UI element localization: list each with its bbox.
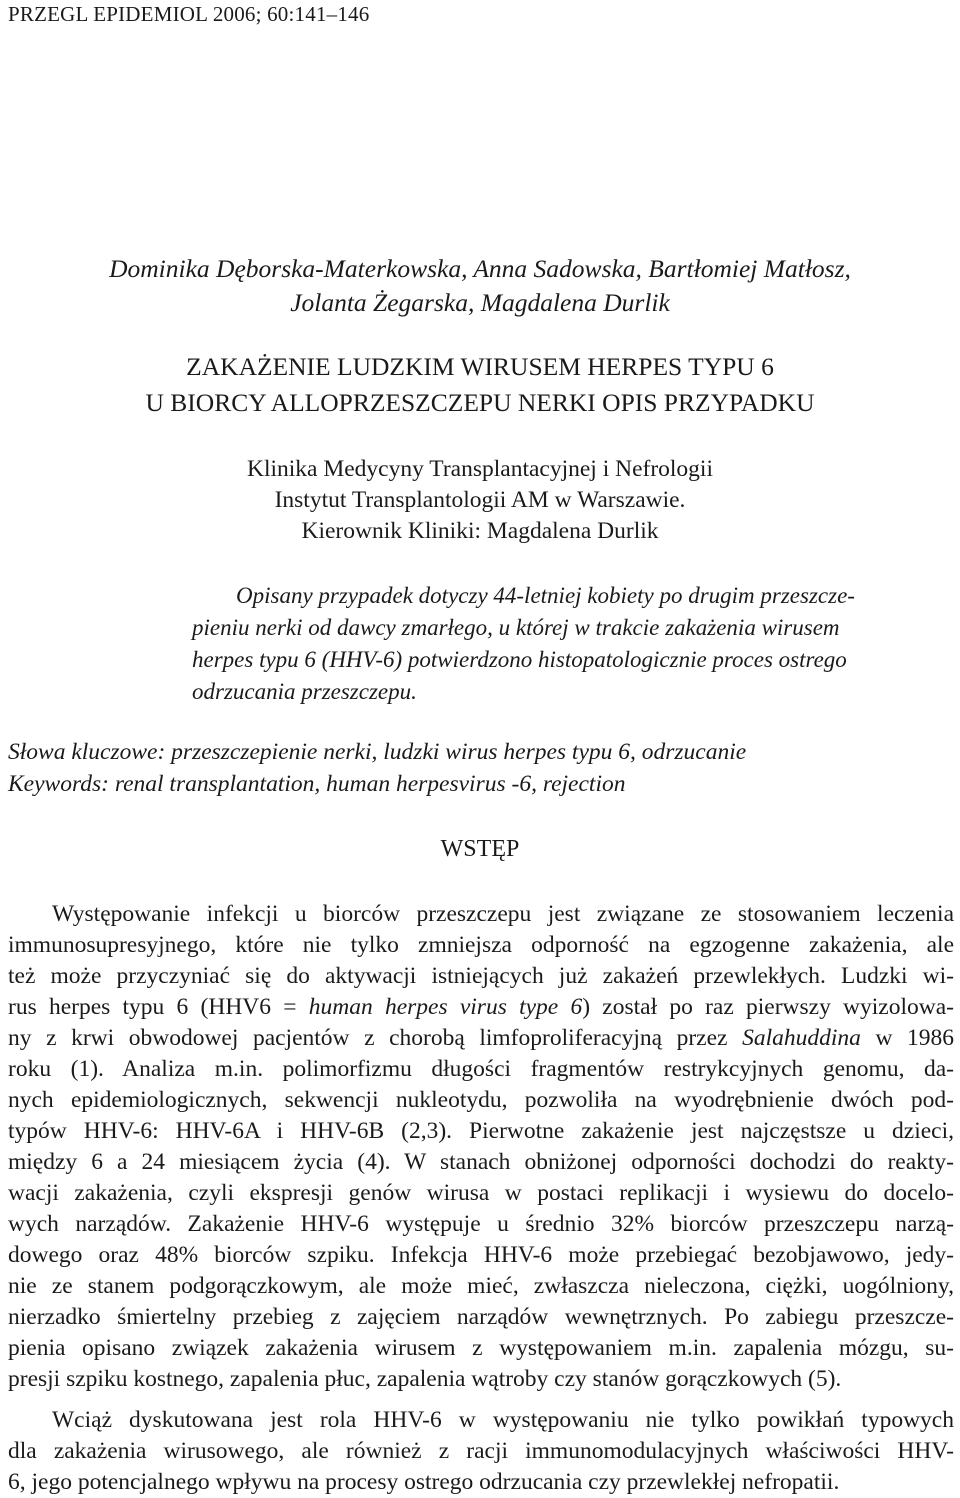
article-title-line-1: ZAKAŻENIE LUDZKIM WIRUSEM HERPES TYPU 6 — [186, 352, 774, 381]
abstract-line: odrzucania przeszczepu. — [192, 679, 417, 704]
abstract-line: pieniu nerki od dawcy zmarłego, u której w trakcie zakażenia wirusem — [192, 615, 840, 640]
body-italic-term: human herpes virus type 6 — [308, 994, 583, 1020]
body-text: w 1986 — [860, 1025, 954, 1051]
body-line: roku (1). Analiza m.in. polimorfizmu długości fragmentów restrykcyjnych genomu, da- — [8, 1056, 954, 1082]
body-italic-name: Salahuddina — [742, 1025, 861, 1051]
affiliation-clinic: Klinika Medycyny Transplantacyjnej i Nefrologii — [246, 456, 713, 482]
body-line: wacji zakażenia, czyli ekspresji genów wirusa w postaci replikacji i wysiewu do docelo- — [8, 1180, 954, 1206]
authors-line-1: Dominika Dęborska-Materkowska, Anna Sadowska, Bartłomiej Matłosz, — [109, 254, 851, 283]
body-line: pienia opisano związek zakażenia wirusem z występowaniem m.in. zapalenia mózgu, su- — [8, 1335, 954, 1361]
affiliation-head: Kierownik Kliniki: Magdalena Durlik — [301, 518, 659, 544]
body-text: ny z krwi obwodowej pacjentów z chorobą limfoproliferacyjną przez — [8, 1025, 743, 1051]
body-text: ) został po raz pierwszy wyizolowa- — [582, 994, 954, 1020]
abstract-line: Opisany przypadek dotyczy 44-letniej kobiety po drugim przeszcze- — [236, 583, 855, 608]
keywords-english: Keywords: renal transplantation, human herpesvirus -6, rejection — [8, 771, 626, 797]
body-line: Występowanie infekcji u biorców przeszczepu jest związane ze stosowaniem leczenia — [52, 901, 954, 927]
body-line: Wciąż dyskutowana jest rola HHV-6 w występowaniu nie tylko powikłań typowych — [52, 1407, 954, 1433]
body-line: immunosupresyjnego, które nie tylko zmniejsza odporność na egzogenne zakażenia, ale — [8, 932, 954, 958]
keywords-polish: Słowa kluczowe: przeszczepienie nerki, ludzki wirus herpes typu 6, odrzucanie — [8, 739, 747, 765]
body-line: 6, jego potencjalnego wpływu na procesy ostrego odrzucania czy przewlekłej nefropatii. — [8, 1469, 840, 1495]
body-line: dowego oraz 48% biorców szpiku. Infekcja HHV-6 może przebiegać bezobjawowo, jedy- — [8, 1242, 954, 1268]
abstract-line: herpes typu 6 (HHV-6) potwierdzono histopatologicznie proces ostrego — [192, 647, 847, 672]
body-text: rus herpes typu 6 (HHV6 = — [8, 994, 309, 1020]
body-line — [8, 1025, 954, 1052]
body-line: dla zakażenia wirusowego, ale również z racji immunomodulacyjnych właściwości HHV- — [8, 1438, 954, 1464]
affiliation-institute: Instytut Transplantologii AM w Warszawie. — [274, 487, 686, 513]
body-line — [8, 994, 954, 1021]
body-line: presji szpiku kostnego, zapalenia płuc, zapalenia wątroby czy stanów gorączkowych (5). — [8, 1366, 842, 1392]
body-line: między 6 a 24 miesiącem życia (4). W stanach obniżonej odporności dochodzi do reakty- — [8, 1149, 954, 1175]
authors-line-2: Jolanta Żegarska, Magdalena Durlik — [290, 288, 670, 317]
body-line: nie ze stanem podgorączkowym, ale może mieć, zwłaszcza nieleczona, ciężki, uogólniony, — [8, 1273, 954, 1299]
body-line: nych epidemiologicznych, sekwencji nukleotydu, pozwoliła na wyodrębnienie dwóch pod- — [8, 1087, 954, 1113]
body-line: też może przyczyniać się do aktywacji istniejących już zakażeń przewlekłych. Ludzki wi- — [8, 963, 954, 989]
section-heading: WSTĘP — [440, 836, 520, 862]
article-title-line-2: U BIORCY ALLOPRZESZCZEPU NERKI OPIS PRZYPADKU — [145, 388, 815, 417]
body-line: wych narządów. Zakażenie HHV-6 występuje u średnio 32% biorców przeszczepu narzą- — [8, 1211, 954, 1237]
body-line: nierzadko śmiertelny przebieg z zajęciem narządów wewnętrznych. Po zabiegu przeszcze- — [8, 1304, 954, 1330]
journal-citation: PRZEGL EPIDEMIOL 2006; 60:141–146 — [8, 2, 370, 26]
body-line: typów HHV-6: HHV-6A i HHV-6B (2,3). Pierwotne zakażenie jest najczęstsze u dzieci, — [8, 1118, 954, 1144]
